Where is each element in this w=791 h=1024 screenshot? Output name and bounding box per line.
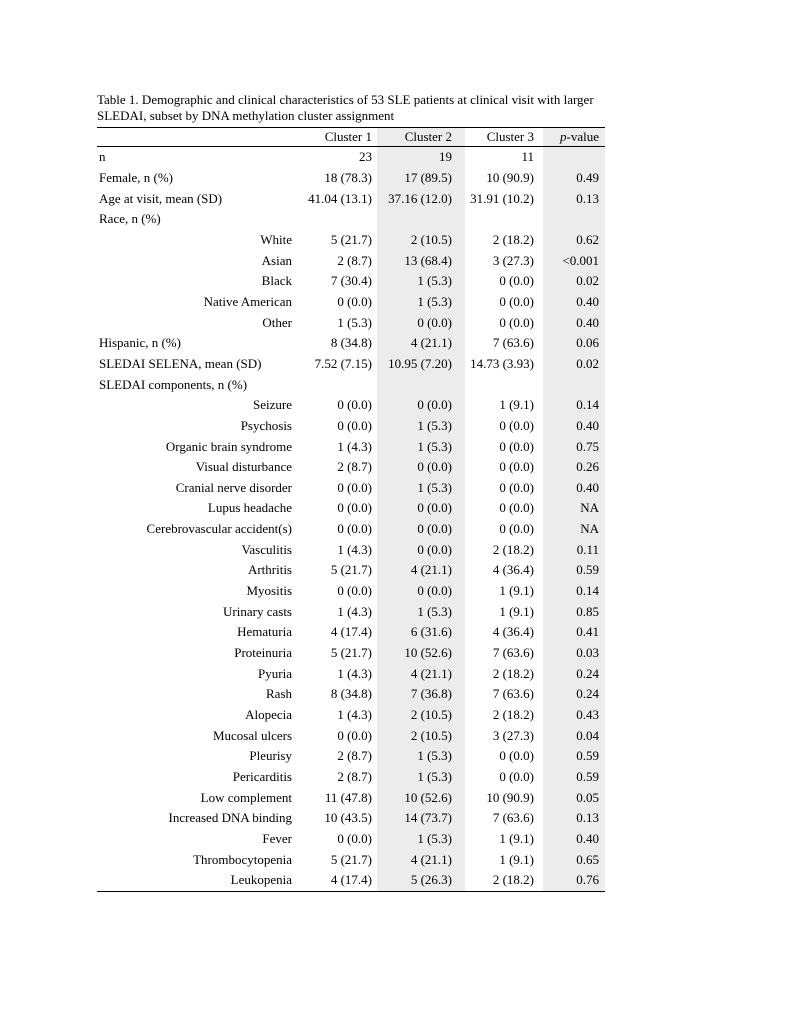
- table-row: [97, 333, 605, 354]
- row-label: Hematuria: [237, 624, 292, 640]
- row-label: Leukopenia: [230, 872, 292, 888]
- row-label: Alopecia: [245, 707, 292, 723]
- cell-cluster3: 11: [521, 149, 534, 165]
- table-row: [97, 829, 605, 850]
- table-row: [97, 168, 605, 189]
- table-row: [97, 250, 605, 271]
- cell-cluster3: 3 (27.3): [492, 252, 534, 268]
- cell-cluster3: 10 (90.9): [486, 169, 534, 185]
- row-label: Psychosis: [240, 417, 292, 433]
- cell-cluster3: 0 (0.0): [499, 438, 534, 454]
- cell-cluster1: 0 (0.0): [337, 500, 372, 516]
- cell-cluster2: 2 (10.5): [410, 231, 452, 247]
- table-title: Table 1. Demographic and clinical characteristics of 53 SLE patients at clinical visit with larger SLEDAI, subset by DNA methylation cluster assignment: [97, 92, 594, 123]
- row-label: Pyuria: [258, 665, 292, 681]
- row-label: Vasculitis: [241, 541, 292, 557]
- cell-cluster2: 0 (0.0): [417, 500, 452, 516]
- cell-cluster1: 0 (0.0): [337, 583, 372, 599]
- cell-cluster3: 0 (0.0): [499, 769, 534, 785]
- table-row: [97, 354, 605, 375]
- cell-cluster2: [377, 374, 465, 395]
- cell-cluster1: 4 (17.4): [330, 624, 372, 640]
- cell-pvalue: [543, 374, 605, 395]
- cell-cluster1: 1 (4.3): [337, 603, 372, 619]
- cell-cluster1: 1 (4.3): [337, 665, 372, 681]
- row-label: Cerebrovascular accident(s): [146, 521, 292, 537]
- row-label: Visual disturbance: [195, 459, 292, 475]
- row-label: Asian: [261, 252, 292, 268]
- cell-pvalue: 0.14: [576, 397, 599, 413]
- table-row: [97, 539, 605, 560]
- cell-cluster2: 10.95 (7.20): [388, 355, 452, 371]
- table-row: [97, 622, 605, 643]
- table-row: [97, 560, 605, 581]
- cell-cluster3: 1 (9.1): [499, 603, 534, 619]
- cell-pvalue: 0.59: [576, 769, 599, 785]
- table-row: [97, 416, 605, 437]
- cell-pvalue: 0.59: [576, 748, 599, 764]
- cell-cluster3: [465, 374, 543, 395]
- cell-cluster1: [295, 209, 377, 230]
- pvalue-header-italic-p: p: [560, 129, 567, 144]
- cell-pvalue: 0.24: [576, 686, 599, 702]
- cell-cluster3: 0 (0.0): [499, 273, 534, 289]
- header-label-cell: [97, 128, 295, 147]
- table-row: [97, 870, 605, 891]
- cell-cluster3: 0 (0.0): [499, 293, 534, 309]
- row-label: Pleurisy: [249, 748, 292, 764]
- cell-cluster2: 1 (5.3): [417, 769, 452, 785]
- cell-pvalue: 0.40: [576, 830, 599, 846]
- cell-cluster3: 7 (63.6): [492, 686, 534, 702]
- cell-cluster3: 2 (18.2): [492, 707, 534, 723]
- cell-cluster1: 8 (34.8): [330, 335, 372, 351]
- cell-cluster1: 0 (0.0): [337, 293, 372, 309]
- table-row: [97, 643, 605, 664]
- cell-cluster1: 0 (0.0): [337, 479, 372, 495]
- cell-pvalue: 0.76: [576, 872, 599, 888]
- row-label: Lupus headache: [207, 500, 292, 516]
- cell-cluster2: 2 (10.5): [410, 707, 452, 723]
- cell-cluster2: 0 (0.0): [417, 314, 452, 330]
- cell-cluster2: [377, 209, 465, 230]
- cell-pvalue: [543, 209, 605, 230]
- cell-cluster1: 1 (5.3): [337, 314, 372, 330]
- cell-cluster2: 4 (21.1): [410, 665, 452, 681]
- row-label: Arthritis: [247, 562, 292, 578]
- row-label: Other: [262, 314, 292, 330]
- cell-cluster2: 10 (52.6): [404, 645, 452, 661]
- table-body: [97, 147, 605, 892]
- row-label: Seizure: [253, 397, 292, 413]
- cell-cluster1: [295, 374, 377, 395]
- table-row: [97, 478, 605, 499]
- cell-cluster1: 7.52 (7.15): [314, 355, 372, 371]
- cell-cluster1: 23: [359, 149, 372, 165]
- cell-cluster1: 0 (0.0): [337, 830, 372, 846]
- cell-cluster1: 10 (43.5): [324, 810, 372, 826]
- table-row: [97, 705, 605, 726]
- row-label: Female, n (%): [99, 169, 174, 185]
- cell-cluster1: 5 (21.7): [330, 562, 372, 578]
- cell-pvalue: [543, 147, 605, 168]
- cell-cluster3: 4 (36.4): [492, 562, 534, 578]
- table-row: [97, 849, 605, 870]
- row-label: Cranial nerve disorder: [175, 479, 292, 495]
- table-row: [97, 601, 605, 622]
- cell-cluster3: 7 (63.6): [492, 335, 534, 351]
- cell-cluster2: 1 (5.3): [417, 417, 452, 433]
- cell-cluster2: 6 (31.6): [410, 624, 452, 640]
- cell-cluster2: 1 (5.3): [417, 438, 452, 454]
- table-row: [97, 374, 605, 395]
- row-label: Organic brain syndrome: [165, 438, 292, 454]
- cell-pvalue: 0.40: [576, 417, 599, 433]
- cell-cluster3: 0 (0.0): [499, 748, 534, 764]
- row-label: SLEDAI components, n (%): [99, 376, 248, 392]
- cell-pvalue: 0.11: [576, 541, 599, 557]
- cell-cluster1: 4 (17.4): [330, 872, 372, 888]
- cell-cluster1: 11 (47.8): [324, 789, 372, 805]
- cell-cluster2: 14 (73.7): [404, 810, 452, 826]
- header-row: [97, 128, 605, 147]
- table-row: [97, 746, 605, 767]
- cell-cluster2: 37.16 (12.0): [388, 190, 452, 206]
- cell-pvalue: 0.02: [576, 273, 599, 289]
- row-label: Fever: [262, 830, 292, 846]
- cell-cluster3: 2 (18.2): [492, 872, 534, 888]
- cell-cluster2: 0 (0.0): [417, 397, 452, 413]
- cell-cluster1: 0 (0.0): [337, 397, 372, 413]
- cell-cluster2: 7 (36.8): [410, 686, 452, 702]
- col-header-cluster2: Cluster 2: [377, 128, 465, 147]
- row-label: SLEDAI SELENA, mean (SD): [99, 355, 262, 371]
- table-row: [97, 271, 605, 292]
- cell-cluster2: 2 (10.5): [410, 727, 452, 743]
- table-row: [97, 725, 605, 746]
- table-row: [97, 292, 605, 313]
- cell-pvalue: 0.65: [576, 851, 599, 867]
- cell-cluster1: 2 (8.7): [337, 748, 372, 764]
- cell-cluster2: 1 (5.3): [417, 603, 452, 619]
- table-row: [97, 767, 605, 788]
- col-header-cluster3: Cluster 3: [465, 128, 543, 147]
- cell-cluster3: 10 (90.9): [486, 789, 534, 805]
- table-row: [97, 436, 605, 457]
- cell-cluster2: 4 (21.1): [410, 335, 452, 351]
- cell-cluster1: 1 (4.3): [337, 541, 372, 557]
- cell-pvalue: 0.85: [576, 603, 599, 619]
- cell-pvalue: 0.43: [576, 707, 599, 723]
- cell-cluster2: 5 (26.3): [410, 872, 452, 888]
- cell-cluster3: 0 (0.0): [499, 500, 534, 516]
- cell-cluster1: 7 (30.4): [330, 273, 372, 289]
- cell-cluster1: 41.04 (13.1): [308, 190, 372, 206]
- table-row: [97, 808, 605, 829]
- cell-cluster1: 1 (4.3): [337, 438, 372, 454]
- cell-pvalue: 0.40: [576, 293, 599, 309]
- cell-cluster1: 18 (78.3): [324, 169, 372, 185]
- cell-cluster3: [465, 209, 543, 230]
- pvalue-header-rest: -value: [566, 129, 599, 144]
- cell-cluster2: 19: [439, 149, 452, 165]
- cell-cluster3: 1 (9.1): [499, 851, 534, 867]
- cell-pvalue: 0.26: [576, 459, 599, 475]
- cell-cluster1: 0 (0.0): [337, 727, 372, 743]
- cell-cluster3: 2 (18.2): [492, 665, 534, 681]
- cell-cluster3: 0 (0.0): [499, 314, 534, 330]
- row-label: Urinary casts: [223, 603, 292, 619]
- cell-pvalue: 0.05: [576, 789, 599, 805]
- cell-pvalue: 0.75: [576, 438, 599, 454]
- cell-cluster2: 13 (68.4): [404, 252, 452, 268]
- cell-cluster2: 0 (0.0): [417, 521, 452, 537]
- cell-pvalue: 0.13: [576, 190, 599, 206]
- table-row: [97, 519, 605, 540]
- cell-cluster2: 4 (21.1): [410, 562, 452, 578]
- cell-cluster1: 2 (8.7): [337, 459, 372, 475]
- cell-cluster1: 5 (21.7): [330, 851, 372, 867]
- row-label: Low complement: [200, 789, 292, 805]
- table-row: [97, 457, 605, 478]
- cell-pvalue: 0.06: [576, 335, 599, 351]
- cell-cluster3: 7 (63.6): [492, 810, 534, 826]
- cell-pvalue: 0.59: [576, 562, 599, 578]
- cell-pvalue: 0.04: [576, 727, 599, 743]
- row-label: n: [99, 149, 106, 165]
- cell-cluster3: 2 (18.2): [492, 541, 534, 557]
- cell-pvalue: 0.24: [576, 665, 599, 681]
- cell-cluster2: 0 (0.0): [417, 541, 452, 557]
- table-row: [97, 395, 605, 416]
- cell-cluster1: 5 (21.7): [330, 645, 372, 661]
- row-label: Age at visit, mean (SD): [99, 190, 223, 206]
- cell-cluster3: 0 (0.0): [499, 459, 534, 475]
- row-label: Native American: [203, 293, 292, 309]
- cell-cluster3: 0 (0.0): [499, 417, 534, 433]
- cell-cluster3: 1 (9.1): [499, 397, 534, 413]
- table-row: [97, 498, 605, 519]
- cell-cluster3: 2 (18.2): [492, 231, 534, 247]
- table-row: [97, 684, 605, 705]
- cell-cluster1: 2 (8.7): [337, 252, 372, 268]
- cell-pvalue: NA: [580, 500, 599, 516]
- cell-cluster2: 1 (5.3): [417, 479, 452, 495]
- row-label: Race, n (%): [99, 211, 161, 227]
- cell-cluster1: 8 (34.8): [330, 686, 372, 702]
- cell-cluster3: 31.91 (10.2): [470, 190, 534, 206]
- cell-pvalue: <0.001: [562, 252, 599, 268]
- cell-pvalue: 0.41: [576, 624, 599, 640]
- cell-pvalue: 0.49: [576, 169, 599, 185]
- row-label: Increased DNA binding: [168, 810, 292, 826]
- table-row: [97, 147, 605, 168]
- row-label: Myositis: [246, 583, 292, 599]
- table-row: [97, 663, 605, 684]
- cell-cluster2: 10 (52.6): [404, 789, 452, 805]
- table-row: [97, 188, 605, 209]
- cell-cluster2: 1 (5.3): [417, 273, 452, 289]
- cell-cluster3: 14.73 (3.93): [470, 355, 534, 371]
- cell-cluster2: 1 (5.3): [417, 748, 452, 764]
- row-label: Hispanic, n (%): [99, 335, 181, 351]
- table-row: [97, 581, 605, 602]
- row-label: Rash: [266, 686, 292, 702]
- row-label: Mucosal ulcers: [212, 727, 292, 743]
- cell-cluster1: 0 (0.0): [337, 417, 372, 433]
- cell-cluster1: 1 (4.3): [337, 707, 372, 723]
- row-label: Proteinuria: [234, 645, 292, 661]
- row-label: Thrombocytopenia: [193, 851, 292, 867]
- cell-cluster3: 0 (0.0): [499, 479, 534, 495]
- cell-pvalue: 0.40: [576, 479, 599, 495]
- cell-cluster1: 0 (0.0): [337, 521, 372, 537]
- cell-cluster3: 1 (9.1): [499, 583, 534, 599]
- cell-pvalue: 0.40: [576, 314, 599, 330]
- cell-pvalue: 0.13: [576, 810, 599, 826]
- table-row: [97, 209, 605, 230]
- cell-cluster2: 0 (0.0): [417, 583, 452, 599]
- cell-cluster1: 2 (8.7): [337, 769, 372, 785]
- cell-pvalue: 0.14: [576, 583, 599, 599]
- col-header-cluster1: Cluster 1: [295, 128, 377, 147]
- demographics-table: [97, 127, 605, 892]
- cell-pvalue: 0.03: [576, 645, 599, 661]
- cell-cluster2: 0 (0.0): [417, 459, 452, 475]
- cell-cluster3: 4 (36.4): [492, 624, 534, 640]
- cell-cluster3: 7 (63.6): [492, 645, 534, 661]
- cell-cluster1: 5 (21.7): [330, 231, 372, 247]
- cell-cluster2: 4 (21.1): [410, 851, 452, 867]
- cell-cluster3: 0 (0.0): [499, 521, 534, 537]
- cell-cluster2: 1 (5.3): [417, 830, 452, 846]
- cell-cluster3: 1 (9.1): [499, 830, 534, 846]
- cell-pvalue: NA: [580, 521, 599, 537]
- table-row: [97, 312, 605, 333]
- cell-cluster3: 3 (27.3): [492, 727, 534, 743]
- cell-cluster2: 1 (5.3): [417, 293, 452, 309]
- table-row: [97, 787, 605, 808]
- row-label: White: [260, 231, 292, 247]
- table-row: [97, 230, 605, 251]
- row-label: Pericarditis: [232, 769, 292, 785]
- cell-pvalue: 0.02: [576, 355, 599, 371]
- row-label: Black: [261, 273, 292, 289]
- cell-pvalue: 0.62: [576, 231, 599, 247]
- col-header-pvalue: [543, 128, 605, 147]
- cell-cluster2: 17 (89.5): [404, 169, 452, 185]
